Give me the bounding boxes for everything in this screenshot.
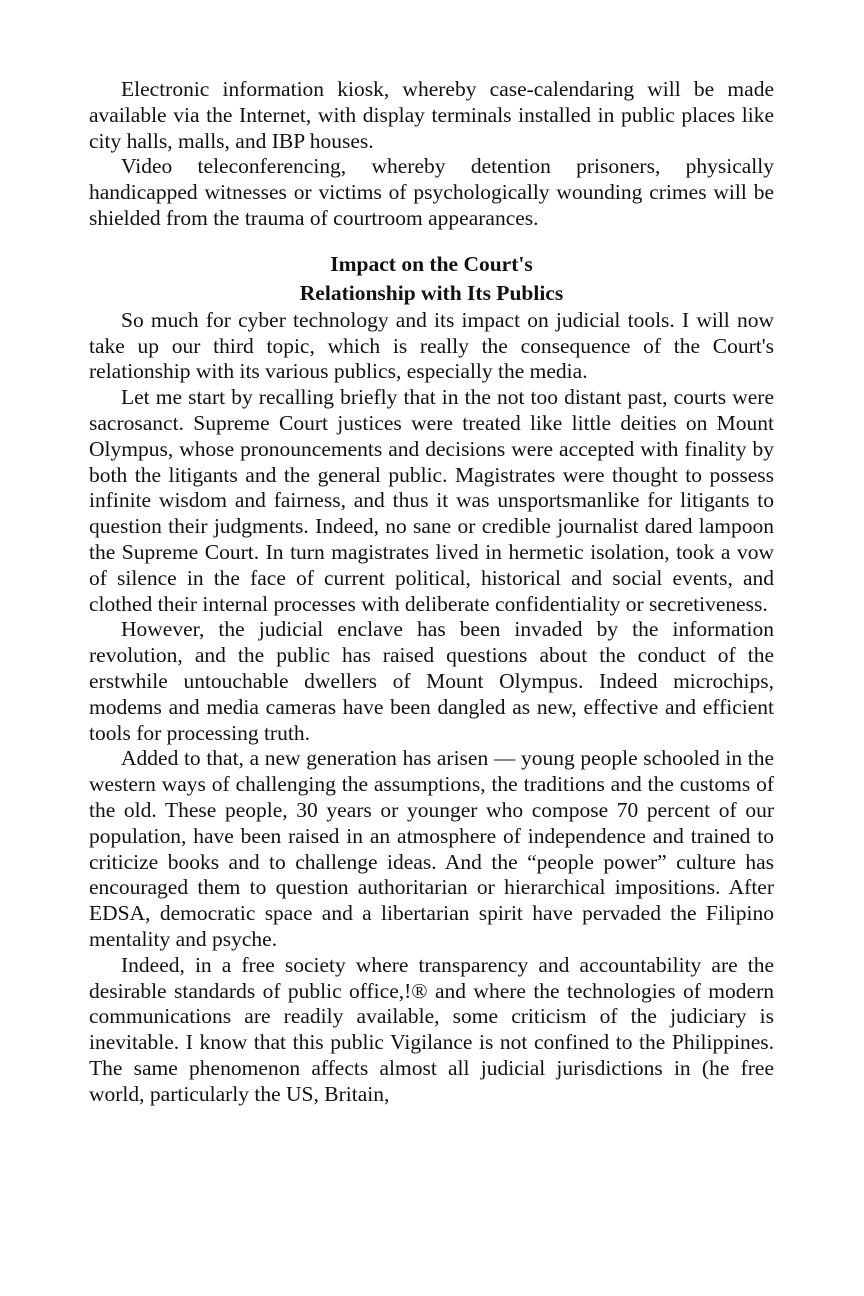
paragraph-video-teleconferencing: Video teleconferencing, whereby detention prisoners, physically handicapped witnesses or victims of psychologically wounding crimes will be shielded from the trauma of courtroom appearances.	[89, 154, 774, 230]
paragraph-courts-sacrosanct: Let me start by recalling briefly that in the not too distant past, courts were sacrosanct. Supreme Court justices were treated like little deities on Mount Olympus, whose pronouncements and decisions were accepted with finality by both the litigants and the general public. Magistrates were thought to possess infinite wisdom and fairness, and thus it was unsportsmanlike for litigants to question their judgments. Indeed, no sane or credible journalist dared lampoon the Supreme Court. In turn magistrates lived in hermetic isolation, took a vow of silence in the face of current political, historical and social events, and clothed their internal processes with deliberate confidentiality or secretiveness.	[89, 385, 774, 616]
section-heading-line-1: Impact on the Court's	[330, 251, 533, 276]
section-heading-line-2: Relationship with Its Publics	[299, 280, 564, 305]
section-heading	[89, 250, 774, 308]
paragraph-information-revolution: However, the judicial enclave has been invaded by the information revolution, and the public has raised questions about the conduct of the erstwhile untouchable dwellers of Mount Olympus. Indeed microchips, modems and media cameras have been dangled as new, effective and efficient tools for processing truth.	[89, 617, 774, 745]
paragraph-new-generation: Added to that, a new generation has arisen — young people schooled in the western ways of challenging the assumptions, the traditions and the customs of the old. These people, 30 years or younger who compose 70 percent of our population, have been raised in an atmosphere of independence and trained to criticize books and to challenge ideas. And the “people power” culture has encouraged them to question authoritarian or hierarchical impositions. After EDSA, democratic space and a libertarian spirit have pervaded the Filipino mentality and psyche.	[89, 746, 774, 951]
paragraph-kiosk: Electronic information kiosk, whereby case-calendaring will be made available via the Internet, with display terminals installed in public places like city halls, malls, and IBP houses.	[89, 77, 774, 153]
paragraph-cyber-technology: So much for cyber technology and its impact on judicial tools. I will now take up our third topic, which is really the consequence of the Court's relationship with its various publics, especially the media.	[89, 307, 774, 384]
paragraph-free-society: Indeed, in a free society where transparency and accountability are the desirable standards of public office,!® and where the technologies of modern communications are readily available, some criticism of the judiciary is inevitable. I know that this public Vigilance is not confined to the Philippines. The same phenomenon affects almost all judicial jurisdictions in (he free world, particularly the US, Britain,	[89, 952, 774, 1106]
document-page	[89, 77, 774, 1107]
